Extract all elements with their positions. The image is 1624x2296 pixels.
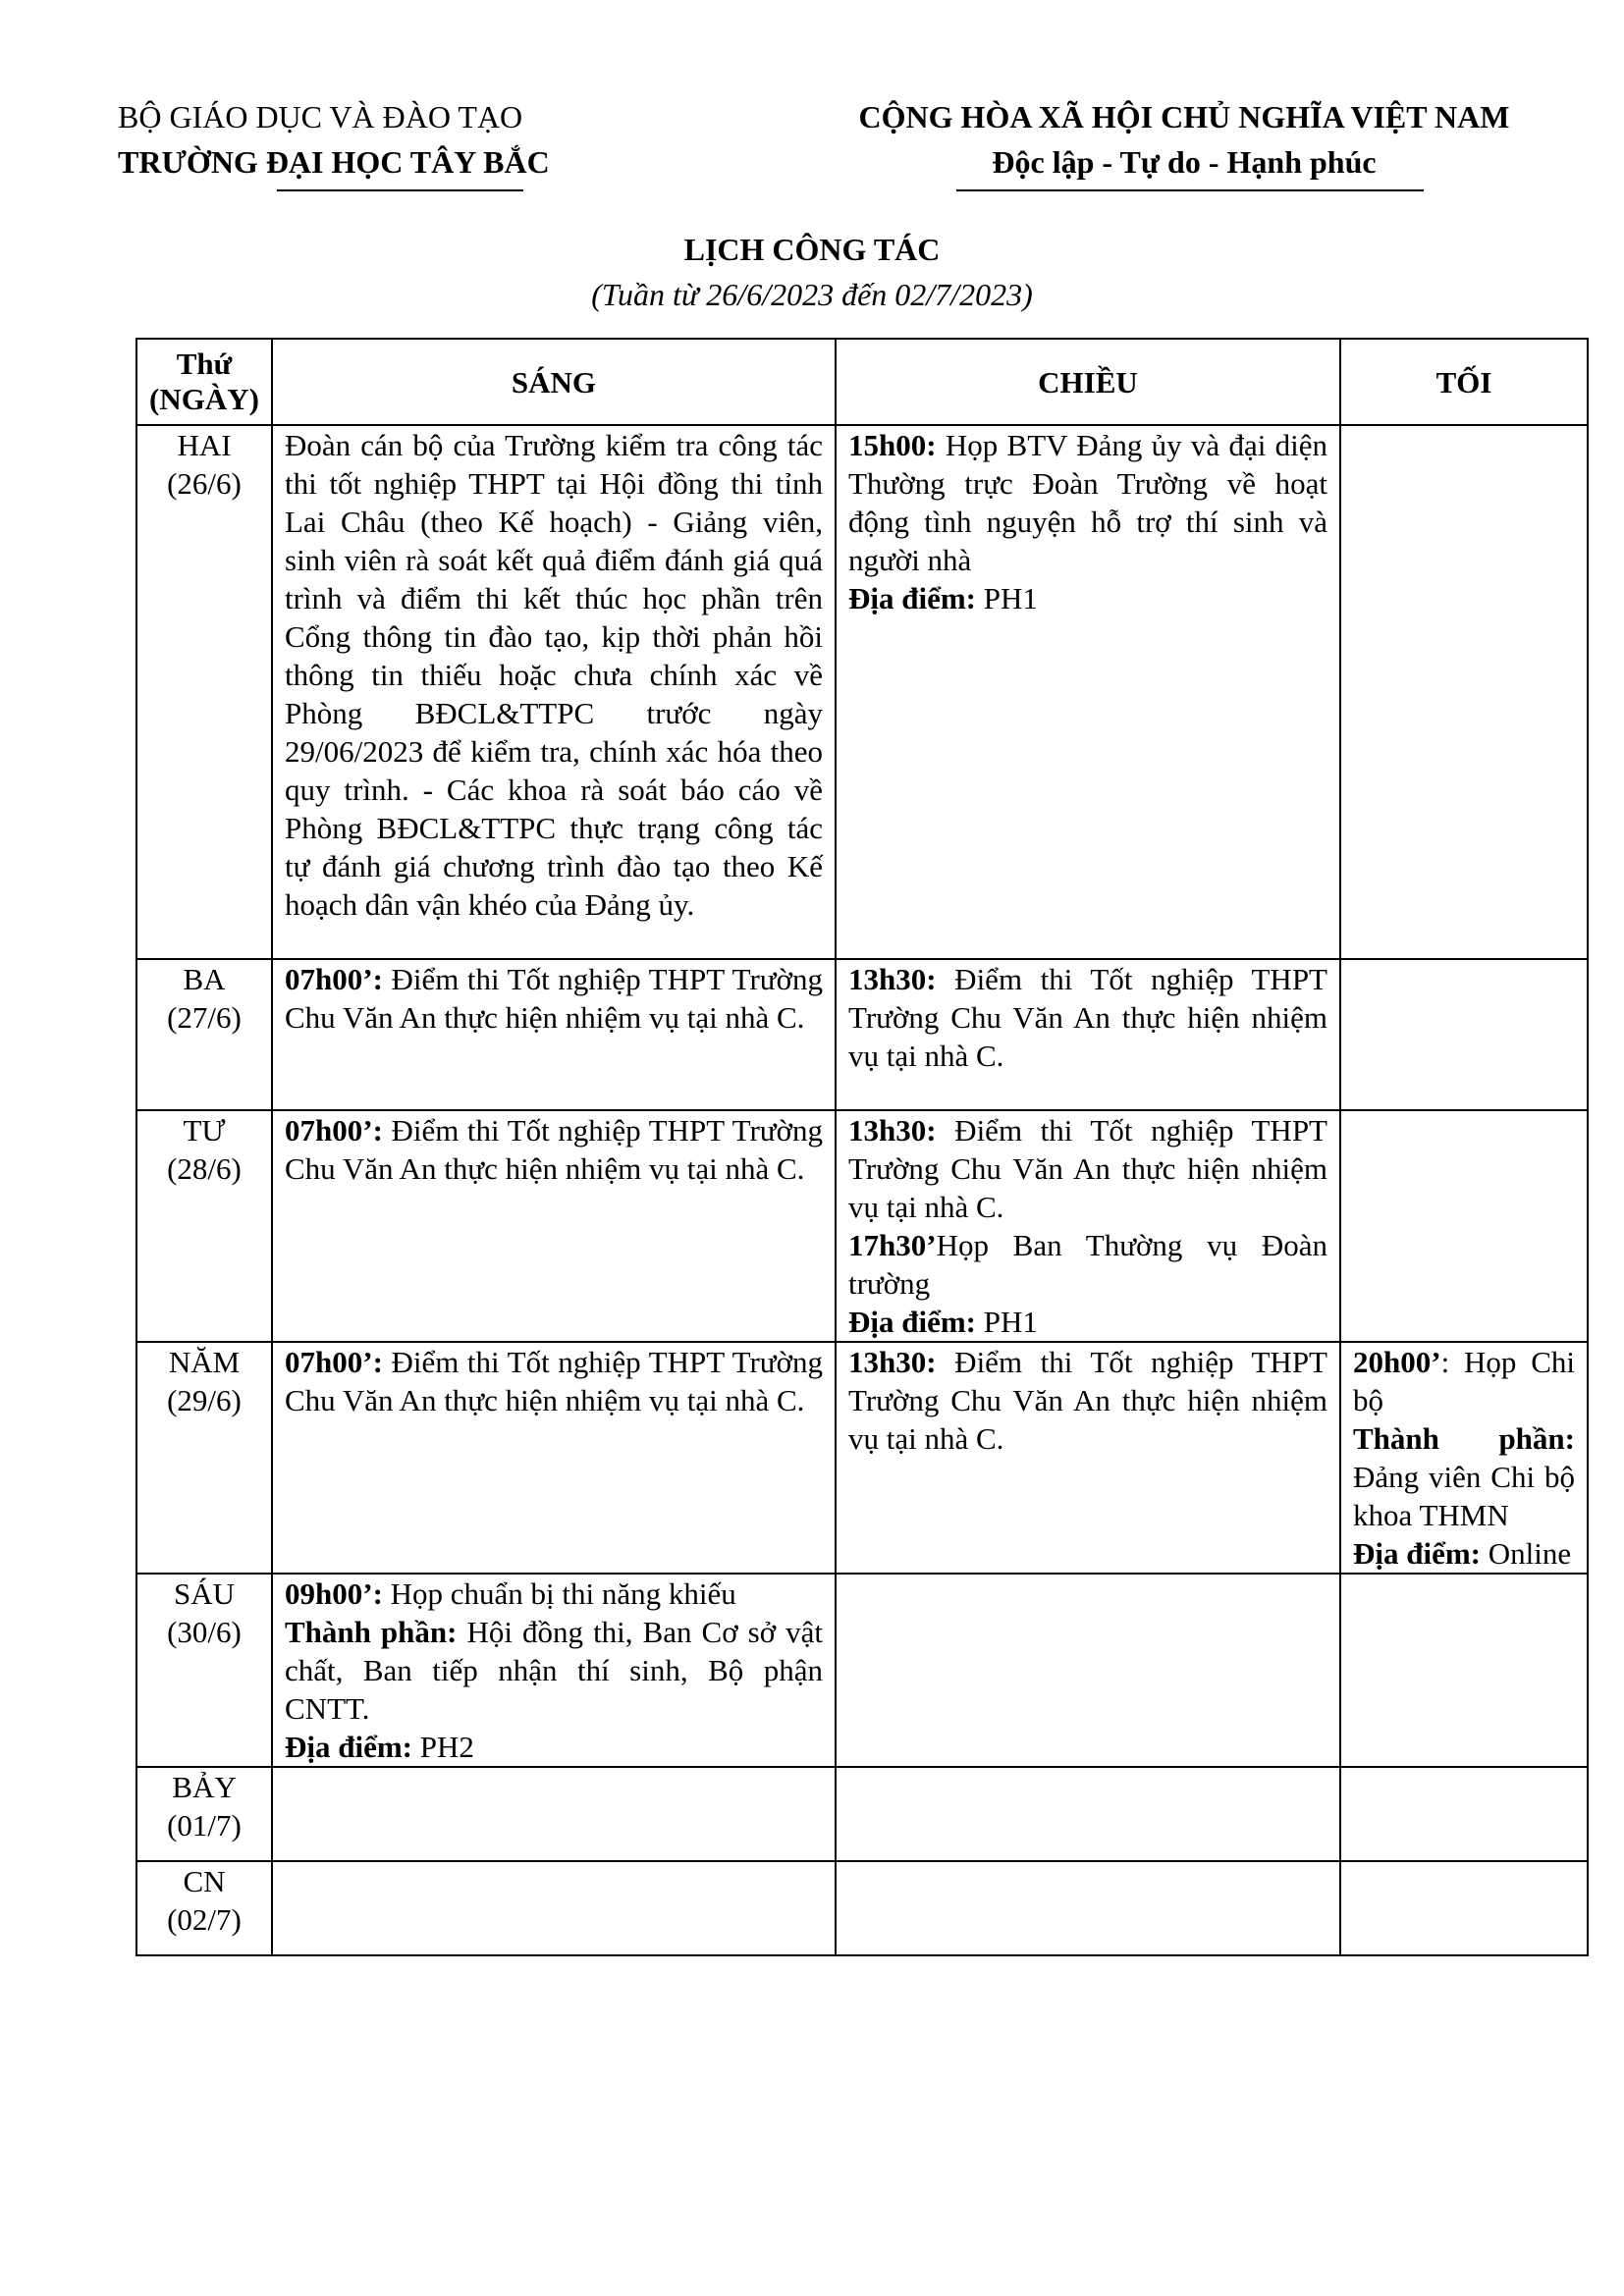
afternoon-cell: 13h30: Điểm thi Tốt nghiệp THPT Trường Chu Văn An thực hiện nhiệm vụ tại nhà C.: [836, 959, 1340, 1110]
evening-cell: 20h00’: Họp Chi bộ Thành phần: Đảng viên Chi bộ khoa THMN Địa điểm: Online: [1340, 1342, 1588, 1574]
page-title: LỊCH CÔNG TÁC: [683, 232, 941, 267]
day-cell: BA (27/6): [136, 959, 272, 1110]
afternoon-cell: 13h30: Điểm thi Tốt nghiệp THPT Trường Chu Văn An thực hiện nhiệm vụ tại nhà C.: [836, 1342, 1340, 1574]
evening-cell: [1340, 1110, 1588, 1342]
school-name: TRƯỜNG ĐẠI HỌC TÂY BẮC: [118, 144, 550, 180]
afternoon-cell: 15h00: Họp BTV Đảng ủy và đại diện Thường trực Đoàn Trường về hoạt động tình nguyện hỗ trợ thí sinh và người nhà Địa điểm: PH1: [836, 425, 1340, 959]
evening-cell: [1340, 1861, 1588, 1955]
issuer-block: [118, 94, 550, 185]
page-subtitle: (Tuần từ 26/6/2023 đến 02/7/2023): [591, 277, 1033, 312]
morning-cell: Đoàn cán bộ của Trường kiểm tra công tác thi tốt nghiệp THPT tại Hội đồng thi tỉnh Lai Châu (theo Kế hoạch) - Giảng viên, sinh viên rà soát kết quả điểm đánh giá quá trình và điểm thi kết thúc học phần trên Cổng thông tin đào tạo, kịp thời phản hồi thông tin thiếu hoặc chưa chính xác về Phòng BĐCL&TTPC trước ngày 29/06/2023 để kiểm tra, chính xác hóa theo quy trình. - Các khoa rà soát báo cáo về Phòng BĐCL&TTPC thực trạng công tác tự đánh giá chương trình đào tạo theo Kế hoạch dân vận khéo của Đảng ủy.: [272, 425, 836, 959]
morning-cell: 07h00’: Điểm thi Tốt nghiệp THPT Trường Chu Văn An thực hiện nhiệm vụ tại nhà C.: [272, 1342, 836, 1574]
day-cell: SÁU (30/6): [136, 1574, 272, 1767]
header-afternoon: CHIỀU: [836, 339, 1340, 425]
motto: Độc lập - Tự do - Hạnh phúc: [992, 144, 1377, 180]
morning-cell: 07h00’: Điểm thi Tốt nghiệp THPT Trường Chu Văn An thực hiện nhiệm vụ tại nhà C.: [272, 1110, 836, 1342]
header-evening: TỐI: [1340, 339, 1588, 425]
national-motto-block: [831, 94, 1538, 185]
ministry-name: BỘ GIÁO DỤC VÀ ĐÀO TẠO: [118, 99, 523, 134]
day-cell: NĂM (29/6): [136, 1342, 272, 1574]
table-row: [136, 1110, 1588, 1342]
evening-cell: [1340, 1767, 1588, 1861]
day-cell: BẢY (01/7): [136, 1767, 272, 1861]
issuer-underline: [277, 189, 523, 191]
evening-cell: [1340, 1574, 1588, 1767]
morning-cell: [272, 1861, 836, 1955]
table-row: [136, 1574, 1588, 1767]
schedule-table: [135, 338, 1589, 1956]
table-header-row: [136, 339, 1588, 425]
afternoon-cell: 13h30: Điểm thi Tốt nghiệp THPT Trường Chu Văn An thực hiện nhiệm vụ tại nhà C. 17h30’Họp Ban Thường vụ Đoàn trường Địa điểm: PH1: [836, 1110, 1340, 1342]
table-row: [136, 1767, 1588, 1861]
morning-cell: 09h00’: Họp chuẩn bị thi năng khiếu Thành phần: Hội đồng thi, Ban Cơ sở vật chất, Ban tiếp nhận thí sinh, Bộ phận CNTT. Địa điểm: PH2: [272, 1574, 836, 1767]
table-row: [136, 425, 1588, 959]
afternoon-cell: [836, 1767, 1340, 1861]
table-row: [136, 1861, 1588, 1955]
morning-cell: 07h00’: Điểm thi Tốt nghiệp THPT Trường Chu Văn An thực hiện nhiệm vụ tại nhà C.: [272, 959, 836, 1110]
country-name: CỘNG HÒA XÃ HỘI CHỦ NGHĨA VIỆT NAM: [858, 99, 1510, 134]
day-cell: HAI (26/6): [136, 425, 272, 959]
day-cell: CN (02/7): [136, 1861, 272, 1955]
motto-underline: [956, 189, 1424, 191]
morning-cell: [272, 1767, 836, 1861]
table-row: [136, 1342, 1588, 1574]
header-morning: SÁNG: [272, 339, 836, 425]
afternoon-cell: [836, 1861, 1340, 1955]
afternoon-cell: [836, 1574, 1340, 1767]
header-day: Thứ (NGÀY): [136, 339, 272, 425]
evening-cell: [1340, 425, 1588, 959]
day-cell: TƯ (28/6): [136, 1110, 272, 1342]
evening-cell: [1340, 959, 1588, 1110]
table-row: [136, 959, 1588, 1110]
